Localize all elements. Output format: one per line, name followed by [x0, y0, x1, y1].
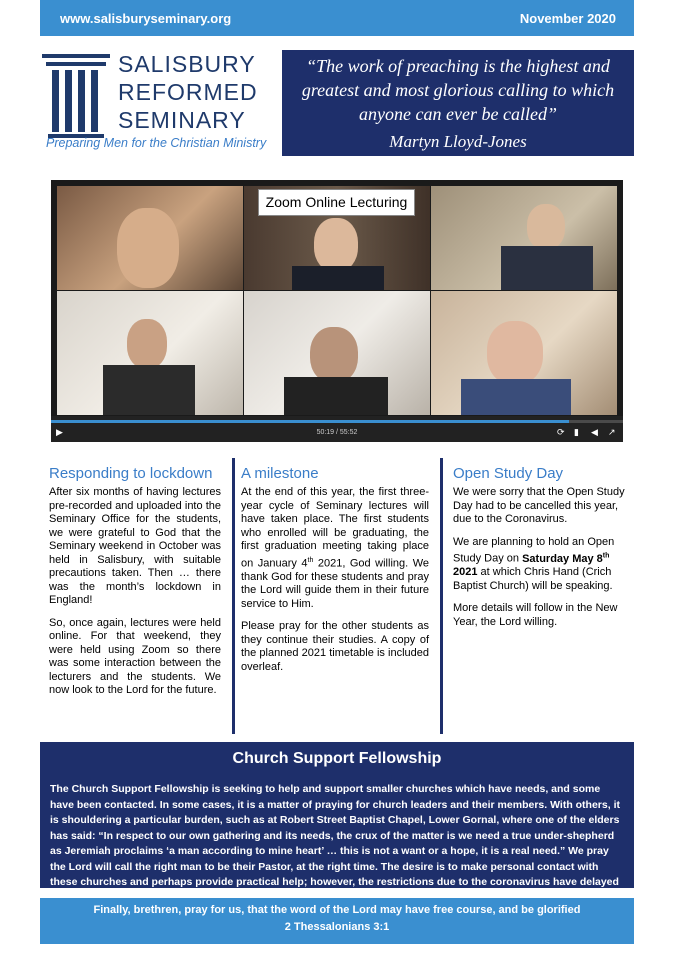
video-tile-4: [57, 291, 243, 415]
verse-reference: 2 Thessalonians 3:1: [284, 921, 390, 933]
article-paragraph: Please pray for the other students as they continue their studies. A copy of the planned 2021 timetable is included overleaf.: [241, 620, 429, 673]
logo-line-1: SALISBURY: [118, 51, 256, 77]
video-tile-5: [244, 291, 430, 415]
progress-fill: [51, 420, 569, 423]
fullscreen-icon[interactable]: ↗: [608, 427, 616, 437]
video-tile-1: [57, 186, 243, 290]
volume-icon[interactable]: ◀: [591, 427, 598, 437]
article-open-study-day: [453, 465, 627, 638]
article-paragraph: We were sorry that the Open Study Day had to be cancelled this year, due to the Coronavirus.: [453, 486, 625, 525]
seminary-logo: [40, 50, 272, 160]
quote-text: “The work of preaching is the highest and greatest and most glorious calling to which anyone can ever be called”: [301, 56, 615, 124]
article-title: Responding to lockdown: [49, 465, 213, 482]
verse-text: Finally, brethren, pray for us, that the word of the Lord may have free course, and be glorified: [93, 904, 581, 916]
csf-body: The Church Support Fellowship is seeking to help and support smaller churches which have needs, and some have been contacted. In some cases, it is a matter of praying for church leaders and their members. With others, it is shouldering a particular burden, such as at Robert Street Baptist Chapel, Lower Gornal, where one of the elders has said: “In respect to our own gathering and its needs, the crux of the matter is we need a true under-shepherd as Jeremiah proclaims ‘a man according to mine heart’ … this is not a want or a hope, it is a real need.” We pray the Lord will call the right man to be their Pastor, at the right time. The desire is to make personal contact with these churches and perhaps provide practical help; however, the restrictions due to the coronavirus have delayed: [50, 783, 620, 888]
zoom-video[interactable]: [51, 180, 623, 442]
article-paragraph: At the end of this year, the first three-year cycle of Seminary lectures will have taken place. The first students who enrolled will be graduating, the first graduation meeting taking place on January 4th 2021, God willing. We thank God for these students and pray the Lord will guide them in their future service to Him.: [241, 486, 429, 610]
website-url[interactable]: www.salisburyseminary.org: [60, 11, 232, 26]
logo-line-2: REFORMED: [118, 79, 258, 105]
play-icon[interactable]: ▶: [56, 427, 63, 437]
video-label: Zoom Online Lecturing: [258, 189, 415, 216]
player-controls: [51, 416, 623, 442]
playback-time: 50:19 / 55:52: [316, 429, 358, 436]
replay-icon[interactable]: ⟳: [557, 427, 565, 437]
church-support-fellowship: [40, 742, 634, 888]
progress-bar[interactable]: [51, 420, 623, 423]
signal-icon: ▮: [574, 427, 579, 437]
csf-title: Church Support Fellowship: [232, 750, 442, 767]
logo-line-3: SEMINARY: [118, 107, 246, 133]
article-paragraph: After six months of having lectures pre-recorded and uploaded into the Seminary Office for the students, we were grateful to God that the Seminary weekend in October was held in Salisbury, with suitable precautions taken. Then … there was the month’s lockdown in England!: [49, 486, 221, 606]
seminary-name: [118, 50, 258, 134]
article-lockdown: [49, 465, 221, 707]
issue-date: November 2020: [519, 11, 616, 26]
tagline: Preparing Men for the Christian Ministry: [46, 136, 267, 150]
article-title: A milestone: [241, 465, 319, 482]
quote-author: Martyn Lloyd-Jones: [389, 132, 527, 151]
video-tile-3: [431, 186, 617, 290]
column-divider: [440, 458, 443, 734]
column-divider: [232, 458, 235, 734]
article-milestone: [241, 465, 429, 683]
article-paragraph: More details will follow in the New Year, the Lord willing.: [453, 602, 618, 628]
article-title: Open Study Day: [453, 465, 564, 482]
article-paragraph: We are planning to hold an Open Study Day on Saturday May 8th 2021 at which Chris Hand (Crich Baptist Church) will be speaking.: [453, 535, 615, 592]
header-bar: [40, 0, 634, 36]
video-tile-6: [431, 291, 617, 415]
pillar-icon: [42, 54, 110, 140]
footer-verse: [40, 898, 634, 944]
quote-box: [282, 50, 634, 156]
article-paragraph: So, once again, lectures were held online. For that weekend, they were held using Zoom so there was some interaction between the lecturers and the students. We now look to the Lord for the future.: [49, 616, 221, 696]
